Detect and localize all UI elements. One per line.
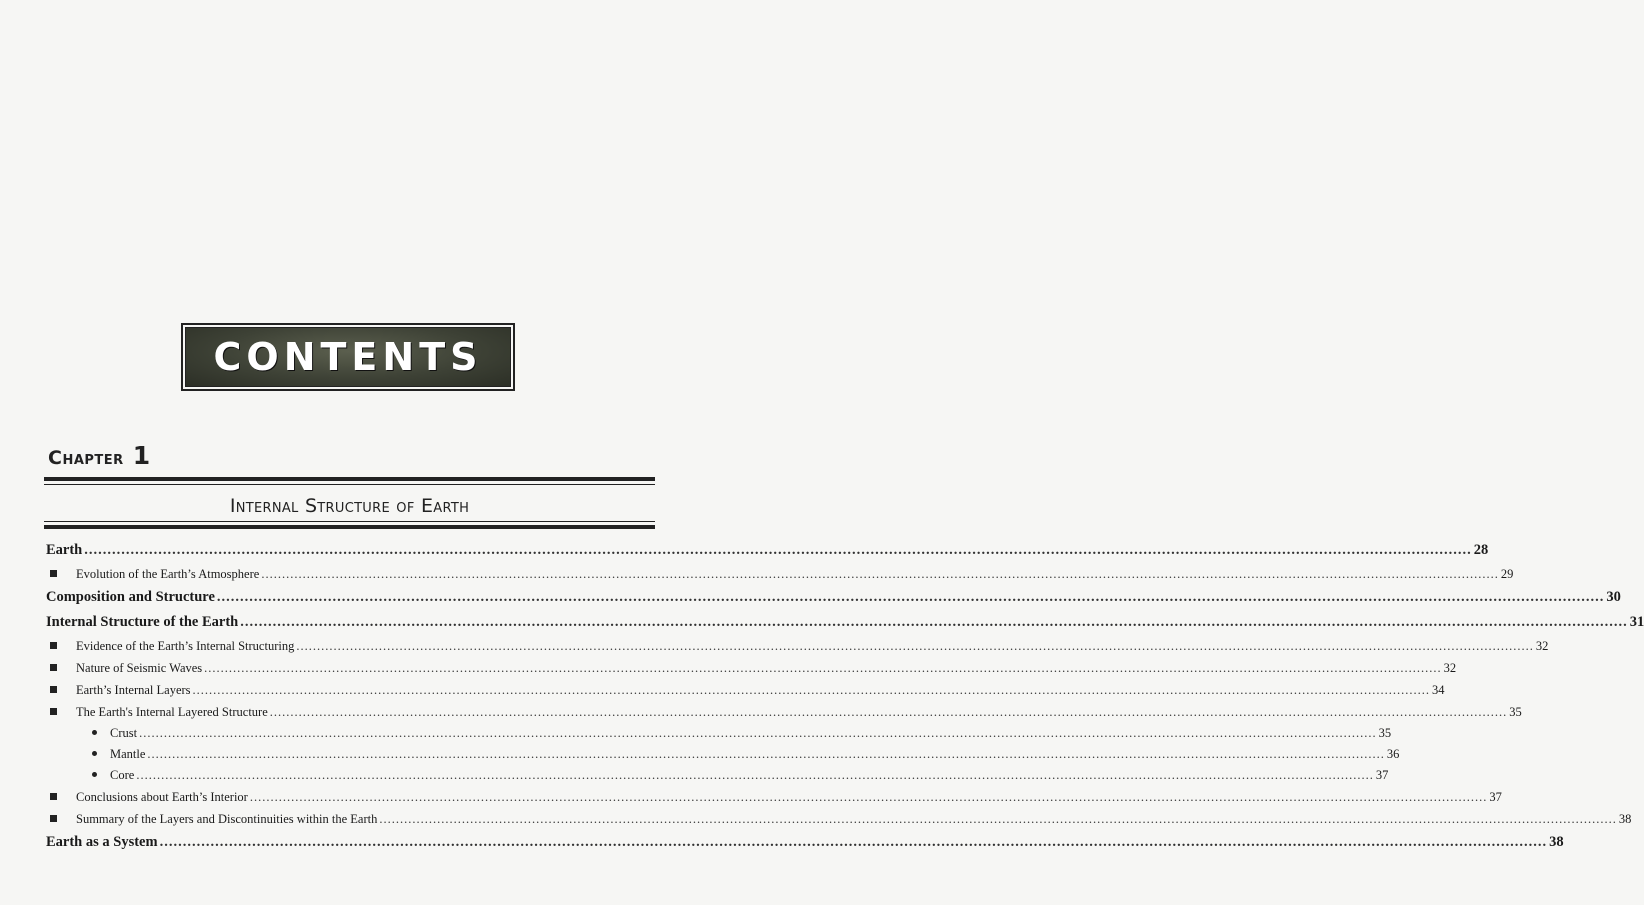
toc-entry-label (46, 786, 248, 808)
contents-title: CONTENTS (213, 335, 483, 379)
toc-entry-text: Crust (110, 726, 138, 740)
toc-entry[interactable] (46, 808, 1632, 830)
toc-entry-page: 28 (1473, 542, 1489, 558)
toc-entry-label (46, 701, 268, 723)
toc-entry-page: 31 (1629, 614, 1644, 630)
toc-entry-text: Composition and Structure (46, 589, 215, 605)
bottom-rule-thin (44, 521, 655, 522)
round-bullet-icon (92, 730, 97, 735)
table-of-contents (46, 538, 1644, 855)
toc-entry[interactable] (46, 786, 1502, 808)
dot-leader: ............................................................................................................................................................................................................................................................................................................ (261, 567, 1499, 581)
square-bullet-icon (50, 708, 57, 715)
toc-entry[interactable] (46, 610, 1644, 635)
dot-leader: ............................................................................................................................................................................................................................................................................................................ (204, 661, 1442, 675)
toc-entry-page: 36 (1386, 747, 1400, 761)
contents-banner (181, 323, 515, 391)
chapter-label: Chapter (48, 447, 124, 469)
square-bullet-icon (50, 642, 57, 649)
dot-leader: ............................................................................................................................................................................................................................................................................................................ (296, 639, 1534, 653)
toc-entry-page: 35 (1509, 705, 1522, 719)
toc-entry-text: Earth (46, 542, 83, 558)
toc-entry-page: 37 (1489, 790, 1502, 804)
toc-entry-label (46, 657, 202, 679)
dot-leader: ............................................................................................................................................................................................................................................................................................................ (192, 683, 1431, 697)
toc-entry-label (46, 585, 215, 610)
toc-entry-label (46, 563, 259, 585)
toc-entry-page: 37 (1375, 768, 1389, 782)
toc-entry-text: Conclusions about Earth’s Interior (76, 790, 248, 804)
toc-entry-label (46, 765, 134, 786)
square-bullet-icon (50, 793, 57, 800)
dot-leader: ............................................................................................................................................................................................................................................................................................................ (249, 790, 1488, 804)
toc-entry[interactable] (46, 830, 1564, 855)
top-rule-thin (44, 484, 655, 485)
toc-entry-text: Core (110, 768, 135, 782)
toc-entry[interactable] (46, 657, 1457, 679)
contents-banner-inner (185, 327, 511, 387)
chapter-number: 1 (132, 441, 151, 470)
toc-entry-page: 32 (1443, 661, 1457, 675)
dot-leader: ............................................................................................................................................................................................................................................................................................................ (379, 812, 1617, 826)
toc-entry-label (46, 538, 82, 563)
square-bullet-icon (50, 570, 57, 577)
toc-entry-label (46, 679, 191, 701)
toc-entry-text: The Earth's Internal Layered Structure (76, 705, 268, 719)
toc-entry[interactable] (46, 679, 1445, 701)
toc-entry-text: Mantle (110, 747, 146, 761)
toc-entry-page: 34 (1432, 683, 1445, 697)
chapter-heading (48, 441, 151, 470)
toc-entry[interactable] (46, 585, 1621, 610)
toc-entry-text: Evolution of the Earth’s Atmosphere (76, 567, 260, 581)
toc-entry-label (46, 830, 158, 855)
round-bullet-icon (92, 772, 97, 777)
toc-entry[interactable] (46, 563, 1514, 585)
square-bullet-icon (50, 664, 57, 671)
toc-entry-label (46, 808, 377, 830)
chapter-title: Internal Structure of Earth (229, 495, 470, 517)
toc-entry-text: Earth’s Internal Layers (76, 683, 191, 697)
top-rule-thick (44, 477, 655, 481)
toc-entry-text: Earth as a System (46, 834, 158, 850)
toc-entry-text: Evidence of the Earth’s Internal Structuring (76, 639, 295, 653)
toc-entry[interactable] (46, 723, 1392, 744)
toc-entry-label (46, 723, 137, 744)
dot-leader: ............................................................................................................................................................................................................................................................................................................ (84, 542, 1472, 558)
dot-leader: ............................................................................................................................................................................................................................................................................................................ (240, 614, 1628, 630)
dot-leader: ............................................................................................................................................................................................................................................................................................................ (159, 834, 1548, 850)
toc-entry-page: 35 (1378, 726, 1392, 740)
toc-entry-page: 30 (1606, 589, 1621, 605)
toc-entry-page: 38 (1549, 834, 1564, 850)
dot-leader: ............................................................................................................................................................................................................................................................................................................ (139, 726, 1377, 740)
toc-entry[interactable] (46, 538, 1489, 563)
toc-entry[interactable] (46, 765, 1389, 786)
toc-entry-label (46, 744, 145, 765)
dot-leader: ............................................................................................................................................................................................................................................................................................................ (269, 705, 1508, 719)
square-bullet-icon (50, 815, 57, 822)
toc-entry-label (46, 610, 238, 635)
dot-leader: ............................................................................................................................................................................................................................................................................................................ (216, 589, 1605, 605)
toc-entry[interactable] (46, 701, 1522, 723)
toc-entry-page: 29 (1500, 567, 1514, 581)
square-bullet-icon (50, 686, 57, 693)
round-bullet-icon (92, 751, 97, 756)
toc-entry-page: 38 (1618, 812, 1632, 826)
dot-leader: ............................................................................................................................................................................................................................................................................................................ (147, 747, 1385, 761)
bottom-rule-thick (44, 525, 655, 529)
dot-leader: ............................................................................................................................................................................................................................................................................................................ (136, 768, 1374, 782)
toc-entry-label (46, 635, 294, 657)
toc-entry[interactable] (46, 744, 1400, 765)
toc-entry-text: Nature of Seismic Waves (76, 661, 203, 675)
toc-entry-text: Summary of the Layers and Discontinuities within the Earth (76, 812, 378, 826)
toc-entry-text: Internal Structure of the Earth (46, 614, 239, 630)
toc-entry[interactable] (46, 635, 1549, 657)
toc-entry-page: 32 (1535, 639, 1549, 653)
